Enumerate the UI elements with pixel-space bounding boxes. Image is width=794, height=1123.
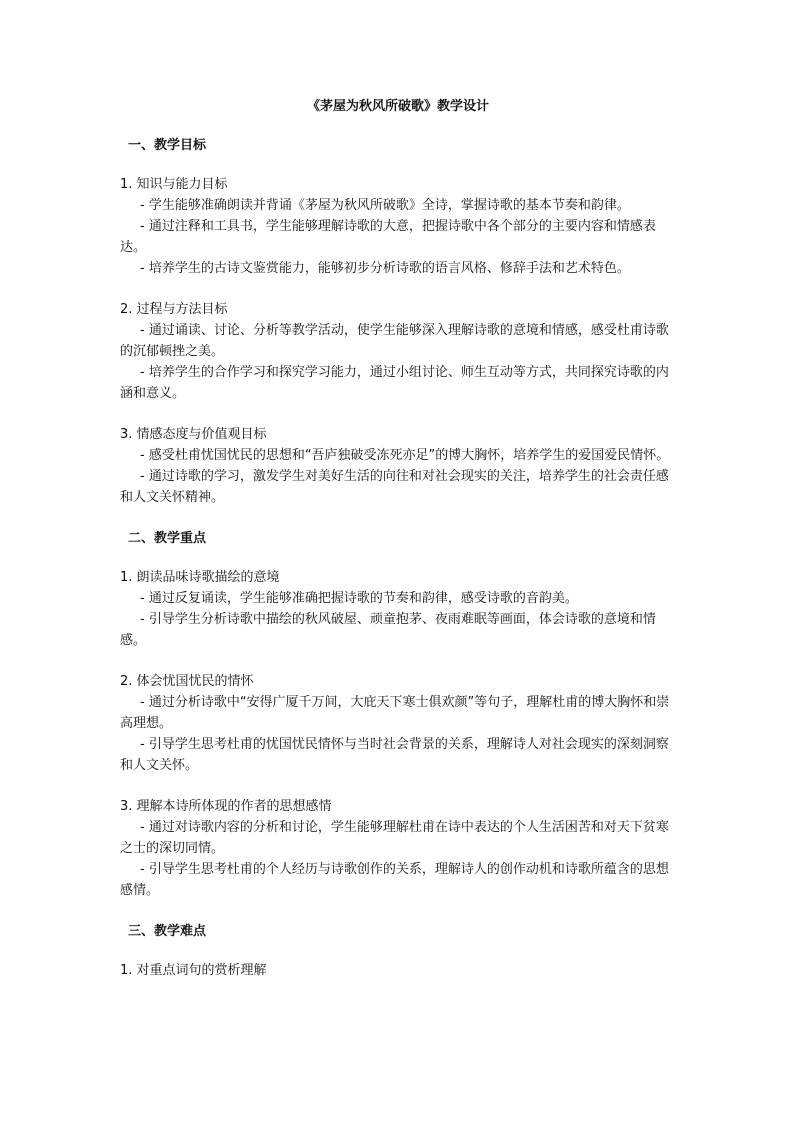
item-title: 1. 朗读品味诗歌描绘的意境 bbox=[120, 570, 280, 585]
item-point: - 培养学生的合作学习和探究学习能力，通过小组讨论、师生互动等方式，共同探究诗歌的内涵和意义。 bbox=[120, 365, 669, 401]
item-title: 3. 情感态度与价值观目标 bbox=[120, 427, 267, 442]
item-point: - 感受杜甫忧国忧民的思想和“吾庐独破受冻死亦足”的博大胸怀，培养学生的爱国爱民情怀。 bbox=[140, 448, 670, 463]
difficulty-key-phrases bbox=[120, 960, 676, 981]
item-title: 3. 理解本诗所体现的作者的思想感情 bbox=[120, 799, 332, 814]
item-point: - 引导学生思考杜甫的个人经历与诗歌创作的关系，理解诗人的创作动机和诗歌所蕴含的思想感情。 bbox=[120, 862, 669, 898]
section-teaching-difficulties bbox=[120, 921, 676, 981]
section-heading: 二、教学重点 bbox=[128, 531, 207, 546]
item-title: 2. 体会忧国忧民的情怀 bbox=[120, 674, 254, 689]
item-title: 2. 过程与方法目标 bbox=[120, 302, 228, 317]
key-point-author-thoughts bbox=[120, 796, 676, 901]
section-teaching-objectives bbox=[120, 135, 676, 508]
section-teaching-key-points bbox=[120, 528, 676, 901]
objective-process-method bbox=[120, 299, 676, 404]
item-point: - 通过对诗歌内容的分析和讨论，学生能够理解杜甫在诗中表达的个人生活困苦和对天下贫寒之士的深切同情。 bbox=[120, 820, 669, 856]
section-heading: 三、教学难点 bbox=[128, 924, 207, 939]
item-point: - 通过诗歌的学习，激发学生对美好生活的向往和对社会现实的关注，培养学生的社会责任感和人文关怀精神。 bbox=[120, 469, 669, 505]
document-title: 《茅屋为秋风所破歌》教学设计 bbox=[306, 99, 489, 114]
key-point-patriotic-feeling bbox=[120, 671, 676, 776]
item-point: - 引导学生分析诗歌中描绘的秋风破屋、顽童抱茅、夜雨难眠等画面，体会诗歌的意境和情感。 bbox=[120, 612, 656, 648]
section-heading: 一、教学目标 bbox=[128, 138, 207, 153]
objective-knowledge-ability bbox=[120, 174, 676, 279]
item-title: 1. 对重点词句的赏析理解 bbox=[120, 963, 267, 978]
item-title: 1. 知识与能力目标 bbox=[120, 177, 228, 192]
objective-emotion-values bbox=[120, 424, 676, 508]
key-point-reading-imagery bbox=[120, 567, 676, 651]
item-point: - 通过反复诵读，学生能够准确把握诗歌的节奏和韵律，感受诗歌的音韵美。 bbox=[140, 591, 578, 606]
item-point: - 通过诵读、讨论、分析等教学活动，使学生能够深入理解诗歌的意境和情感，感受杜甫诗歌的沉郁顿挫之美。 bbox=[120, 323, 669, 359]
document-page bbox=[120, 96, 676, 1001]
item-point: - 通过注释和工具书，学生能够理解诗歌的大意，把握诗歌中各个部分的主要内容和情感表达。 bbox=[120, 219, 656, 255]
item-point: - 引导学生思考杜甫的忧国忧民情怀与当时社会背景的关系，理解诗人对社会现实的深刻洞察和人文关怀。 bbox=[120, 737, 669, 773]
item-point: - 培养学生的古诗文鉴赏能力，能够初步分析诗歌的语言风格、修辞手法和艺术特色。 bbox=[140, 261, 630, 276]
item-point: - 学生能够准确朗读并背诵《茅屋为秋风所破歌》全诗，掌握诗歌的基本节奏和韵律。 bbox=[140, 198, 630, 213]
item-point: - 通过分析诗歌中“安得广厦千万间，大庇天下寒士俱欢颜”等句子，理解杜甫的博大胸怀和崇高理想。 bbox=[120, 695, 670, 731]
